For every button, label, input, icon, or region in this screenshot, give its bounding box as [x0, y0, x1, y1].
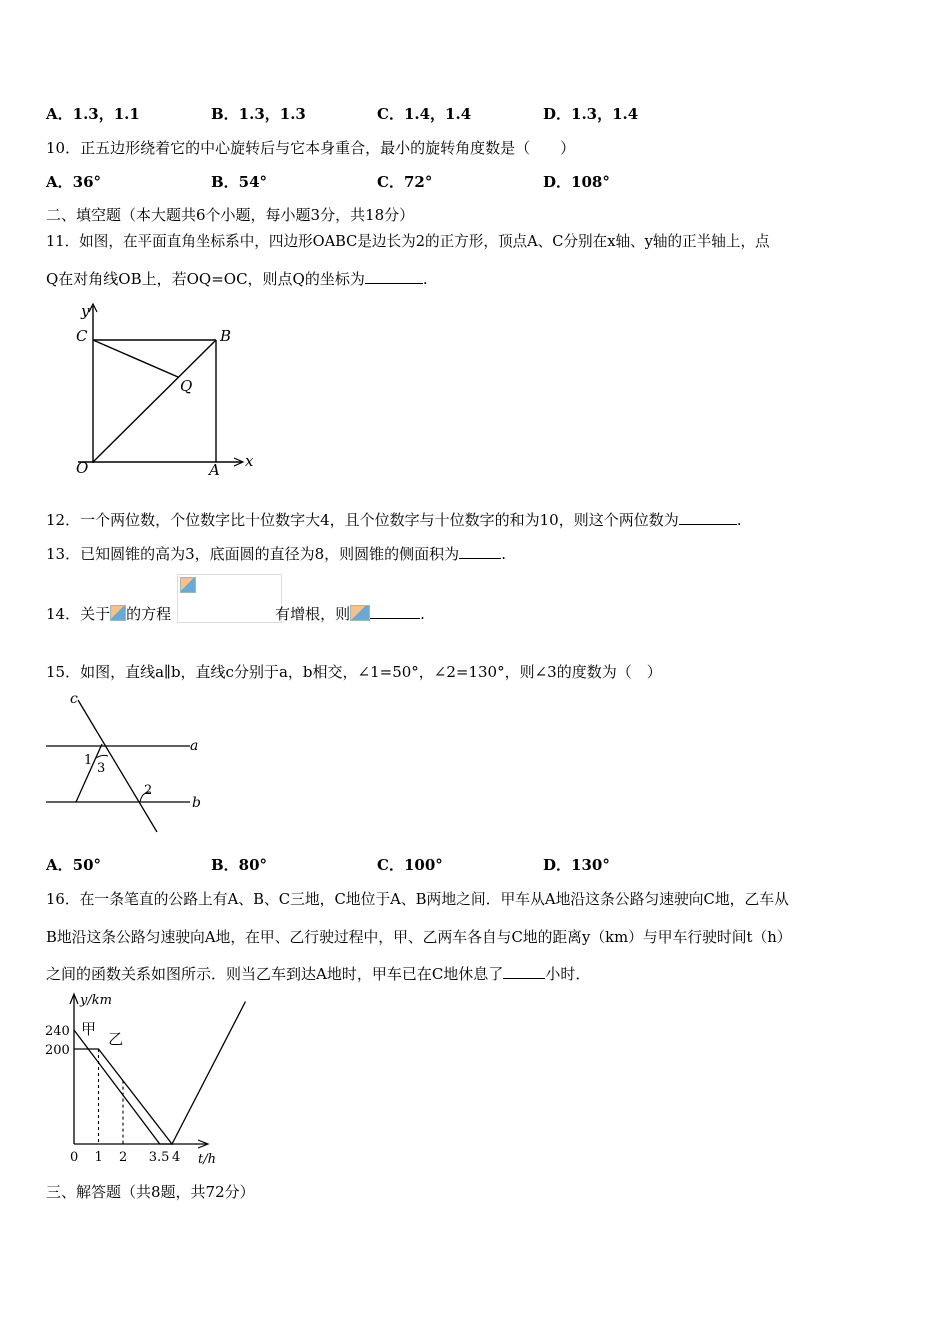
- q16-line2: B地沿这条公路匀速驶向A地，在甲、乙行驶过程中，甲、乙两车各自与C地的距离y（km）与甲车行驶时间t（h）: [46, 929, 792, 946]
- q14-part2: 的方程: [126, 605, 172, 623]
- q12-end: .: [736, 511, 742, 529]
- q16-y-tick-240: 240: [45, 1024, 70, 1039]
- q14-part1: 14．关于: [46, 605, 111, 623]
- q16-y-tick-200: 200: [45, 1043, 70, 1058]
- q13-line: [46, 543, 506, 564]
- q15-label-b: b: [192, 795, 201, 811]
- q15-figure: [40, 688, 220, 838]
- q14-variable-image-icon: [110, 605, 126, 621]
- q11-label-o: O: [76, 459, 89, 477]
- q16-line3: [46, 963, 590, 984]
- q16-x-tick-3.5: 3.5: [148, 1150, 170, 1165]
- q9-option-c: C．1.4，1.4: [377, 105, 472, 123]
- q16-line3-text: 之间的函数关系如图所示．则当乙车到达A地时，甲车已在C地休息了: [46, 965, 504, 983]
- q10-option-c: C．72°: [377, 173, 433, 191]
- q15-text: 15．如图，直线a∥b，直线c分别于a，b相交，∠1=50°，∠2=130°，则∠3的度数为（ ）: [46, 663, 662, 681]
- q16-legend-jia: 甲: [81, 1020, 97, 1038]
- q11-label-b: B: [220, 327, 232, 345]
- q16-line3-end: 小时．: [545, 965, 591, 983]
- q11-diagonal-ob: [93, 340, 216, 462]
- q11-line2: [46, 268, 428, 289]
- q15-label-1: 1: [84, 753, 93, 768]
- q14-part3: 有增根，则: [275, 605, 351, 623]
- q14-line: [46, 603, 425, 624]
- q16-x-tick-2: 2: [119, 1150, 128, 1165]
- q11-answer-blank[interactable]: [365, 269, 423, 284]
- q13-end: .: [501, 545, 506, 563]
- q16-x-tick-0: 0: [70, 1150, 79, 1165]
- q16-answer-blank[interactable]: [503, 964, 545, 979]
- q16-xlabel: t/h: [198, 1152, 216, 1167]
- q15-label-3: 3: [97, 761, 106, 776]
- q15-option-d: D．130°: [543, 856, 610, 874]
- q11-segment-cq: [93, 340, 178, 377]
- q9-option-d: D．1.3，1.4: [543, 105, 639, 123]
- q11-label-a: A: [209, 461, 220, 478]
- section2-heading: 二、填空题（本大题共6个小题，每小题3分，共18分）: [46, 206, 415, 224]
- q12-text: 12．一个两位数，个位数字比十位数字大4，且个位数字与十位数字的和为10，则这个两位数为: [46, 511, 679, 529]
- q16-series-yi-line: [74, 1002, 246, 1145]
- q16-line1: 16．在一条笔直的公路上有A、B、C三地，C地位于A、B两地之间．甲车从A地沿这条公路匀速驶向C地，乙车从: [46, 891, 789, 908]
- q11-label-x: x: [245, 452, 254, 470]
- q14-end: .: [420, 605, 425, 623]
- q10-option-d: D．108°: [543, 173, 610, 191]
- q11-label-q: Q: [180, 377, 193, 395]
- q11-label-y: y: [81, 302, 90, 320]
- q14-equation-image-icon: [180, 577, 196, 593]
- q14-answer-blank[interactable]: [370, 604, 420, 619]
- q16-x-tick-4: 4: [172, 1150, 181, 1165]
- q16-x-tick-1: 1: [94, 1150, 103, 1165]
- q10-text: 10．正五边形绕着它的中心旋转后与它本身重合，最小的旋转角度数是（ ）: [46, 139, 576, 157]
- q11-figure: [60, 298, 260, 478]
- q9-option-a: A．1.3，1.1: [46, 105, 140, 123]
- q13-answer-blank[interactable]: [459, 544, 501, 559]
- q11-line1: 11．如图，在平面直角坐标系中，四边形OABC是边长为2的正方形，顶点A、C分别在x轴、y轴的正半轴上，点: [46, 233, 770, 250]
- q11-line2-end: .: [422, 270, 428, 288]
- q10-option-a: A．36°: [46, 173, 102, 191]
- q9-option-b: B．1.3，1.3: [211, 105, 306, 123]
- q16-legend-yi: 乙: [108, 1030, 124, 1048]
- q16-ylabel: y/km: [80, 993, 112, 1008]
- q11-label-c: C: [76, 327, 88, 345]
- q16-chart: [40, 988, 260, 1168]
- q11-line2-text: Q在对角线OB上，若OQ=OC，则点Q的坐标为: [46, 270, 365, 288]
- q15-label-2: 2: [144, 783, 153, 798]
- q15-option-c: C．100°: [377, 856, 443, 874]
- q15-option-b: B．80°: [211, 856, 268, 874]
- section3-heading: 三、解答题（共8题，共72分）: [46, 1183, 255, 1201]
- q14-expression-image-icon: [350, 605, 370, 621]
- q15-option-a: A．50°: [46, 856, 102, 874]
- q15-label-a: a: [190, 738, 199, 754]
- q15-angle-3-arc: [96, 755, 108, 758]
- q10-option-b: B．54°: [211, 173, 268, 191]
- q13-text: 13．已知圆锥的高为3，底面圆的直径为8，则圆锥的侧面积为: [46, 545, 460, 563]
- q12-answer-blank[interactable]: [679, 510, 737, 525]
- q12-line: [46, 509, 742, 530]
- q15-label-c: c: [70, 691, 78, 707]
